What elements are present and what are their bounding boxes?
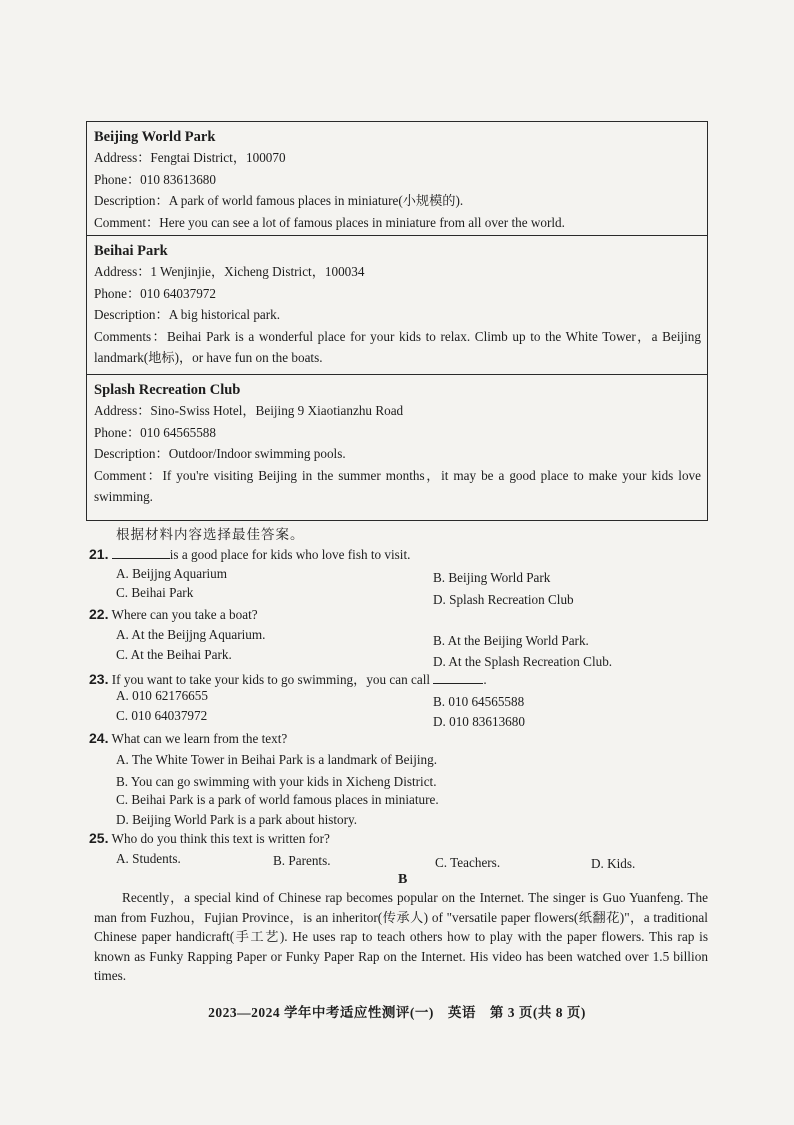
option-d[interactable]: D. At the Splash Recreation Club. xyxy=(433,654,613,669)
question-number: 23. xyxy=(89,671,109,687)
option-b[interactable]: B. 010 64565588 xyxy=(433,694,525,709)
option-a[interactable]: A. 010 62176655 xyxy=(116,688,208,703)
place-name: Splash Recreation Club xyxy=(94,382,241,398)
option-b[interactable]: B. At the Beijing World Park. xyxy=(433,633,589,648)
place-description: Description：A big historical park. xyxy=(94,307,281,322)
answer-blank[interactable] xyxy=(112,546,170,559)
option-b[interactable]: B. You can go swimming with your kids in Xicheng District. xyxy=(116,774,437,789)
question-stem: If you want to take your kids to go swimming，you can call xyxy=(111,672,431,687)
place-address: Address：Fengtai District，100070 xyxy=(94,150,286,165)
page-footer: 2023—2024 学年中考适应性测评(一) 英语 第 3 页(共 8 页) xyxy=(208,1005,586,1020)
option-a[interactable]: A. The White Tower in Beihai Park is a landmark of Beijing. xyxy=(116,752,438,767)
question-stem: Who do you think this text is written for? xyxy=(111,831,330,846)
option-c[interactable]: C. Teachers. xyxy=(435,855,501,870)
place-block-beihai-park xyxy=(87,236,707,375)
option-c[interactable]: C. Beihai Park is a park of world famous places in miniature. xyxy=(116,792,439,807)
question-25 xyxy=(89,829,330,848)
place-phone: Phone：010 83613680 xyxy=(94,171,216,187)
option-d[interactable]: D. Beijing World Park is a park about history. xyxy=(116,812,358,827)
question-number: 24. xyxy=(89,730,109,746)
question-21 xyxy=(89,545,410,564)
place-description: Description：A park of world famous places in miniature(小规模的). xyxy=(94,193,464,208)
place-comment: Comment：If you're visiting Beijing in the summer months，it may be a good place to make your kids love swimming. xyxy=(94,467,701,504)
instruction-text: 根据材料内容选择最佳答案。 xyxy=(116,527,305,542)
question-stem: is a good place for kids who love fish to visit. xyxy=(169,547,411,562)
option-d[interactable]: D. Kids. xyxy=(591,856,636,871)
place-comment: Comment：Here you can see a lot of famous places in miniature from all over the world. xyxy=(94,214,565,230)
option-a[interactable]: A. Beijjng Aquarium xyxy=(116,566,227,581)
places-info-table xyxy=(86,121,708,521)
place-comment: Comments：Beihai Park is a wonderful place for your kids to relax. Climb up to the White Tower，a Beijing landmark(地标)，or have fun on the boats. xyxy=(94,328,701,365)
option-a[interactable]: A. At the Beijjng Aquarium. xyxy=(116,627,266,642)
question-stem: What can we learn from the text? xyxy=(111,731,288,746)
question-number: 25. xyxy=(89,830,109,846)
option-d[interactable]: D. Splash Recreation Club xyxy=(433,592,574,607)
option-c[interactable]: C. 010 64037972 xyxy=(116,708,208,723)
reading-passage-b: Recently，a special kind of Chinese rap becomes popular on the Internet. The singer is Guo Yuanfeng. The man from Fuzhou，Fujian Province，is an inheritor(传承人) of "versatile paper flowers(纸翻花)"，a traditional Chinese paper handicraft(手工艺). He uses rap to teach others how to play with the paper flowers. This rap is known as Funky Rapping Paper or Funky Paper Rap on the Internet. His video has been watched over 1.5 billion times. xyxy=(94,890,708,983)
question-stem-end: . xyxy=(483,672,487,687)
place-description: Description：Outdoor/Indoor swimming pools. xyxy=(94,446,346,461)
place-block-splash-club xyxy=(87,375,707,520)
question-number: 21. xyxy=(89,546,109,562)
place-name: Beijing World Park xyxy=(94,129,216,145)
question-stem: Where can you take a boat? xyxy=(111,607,258,622)
section-b-label: B xyxy=(398,872,408,887)
place-name: Beihai Park xyxy=(94,243,168,259)
question-22 xyxy=(89,605,258,624)
place-address: Address：Sino-Swiss Hotel，Beijing 9 Xiaotianzhu Road xyxy=(94,403,404,418)
option-d[interactable]: D. 010 83613680 xyxy=(433,714,525,729)
option-b[interactable]: B. Parents. xyxy=(273,853,331,868)
question-24 xyxy=(89,729,287,748)
option-c[interactable]: C. Beihai Park xyxy=(116,585,194,600)
answer-blank[interactable] xyxy=(433,671,483,684)
place-block-world-park xyxy=(87,122,707,236)
place-phone: Phone：010 64037972 xyxy=(94,285,216,301)
place-phone: Phone：010 64565588 xyxy=(94,424,216,440)
option-a[interactable]: A. Students. xyxy=(116,851,181,866)
option-b[interactable]: B. Beijing World Park xyxy=(433,570,551,585)
place-address: Address：1 Wenjinjie，Xicheng District，100034 xyxy=(94,264,365,279)
option-c[interactable]: C. At the Beihai Park. xyxy=(116,647,232,662)
question-number: 22. xyxy=(89,606,109,622)
